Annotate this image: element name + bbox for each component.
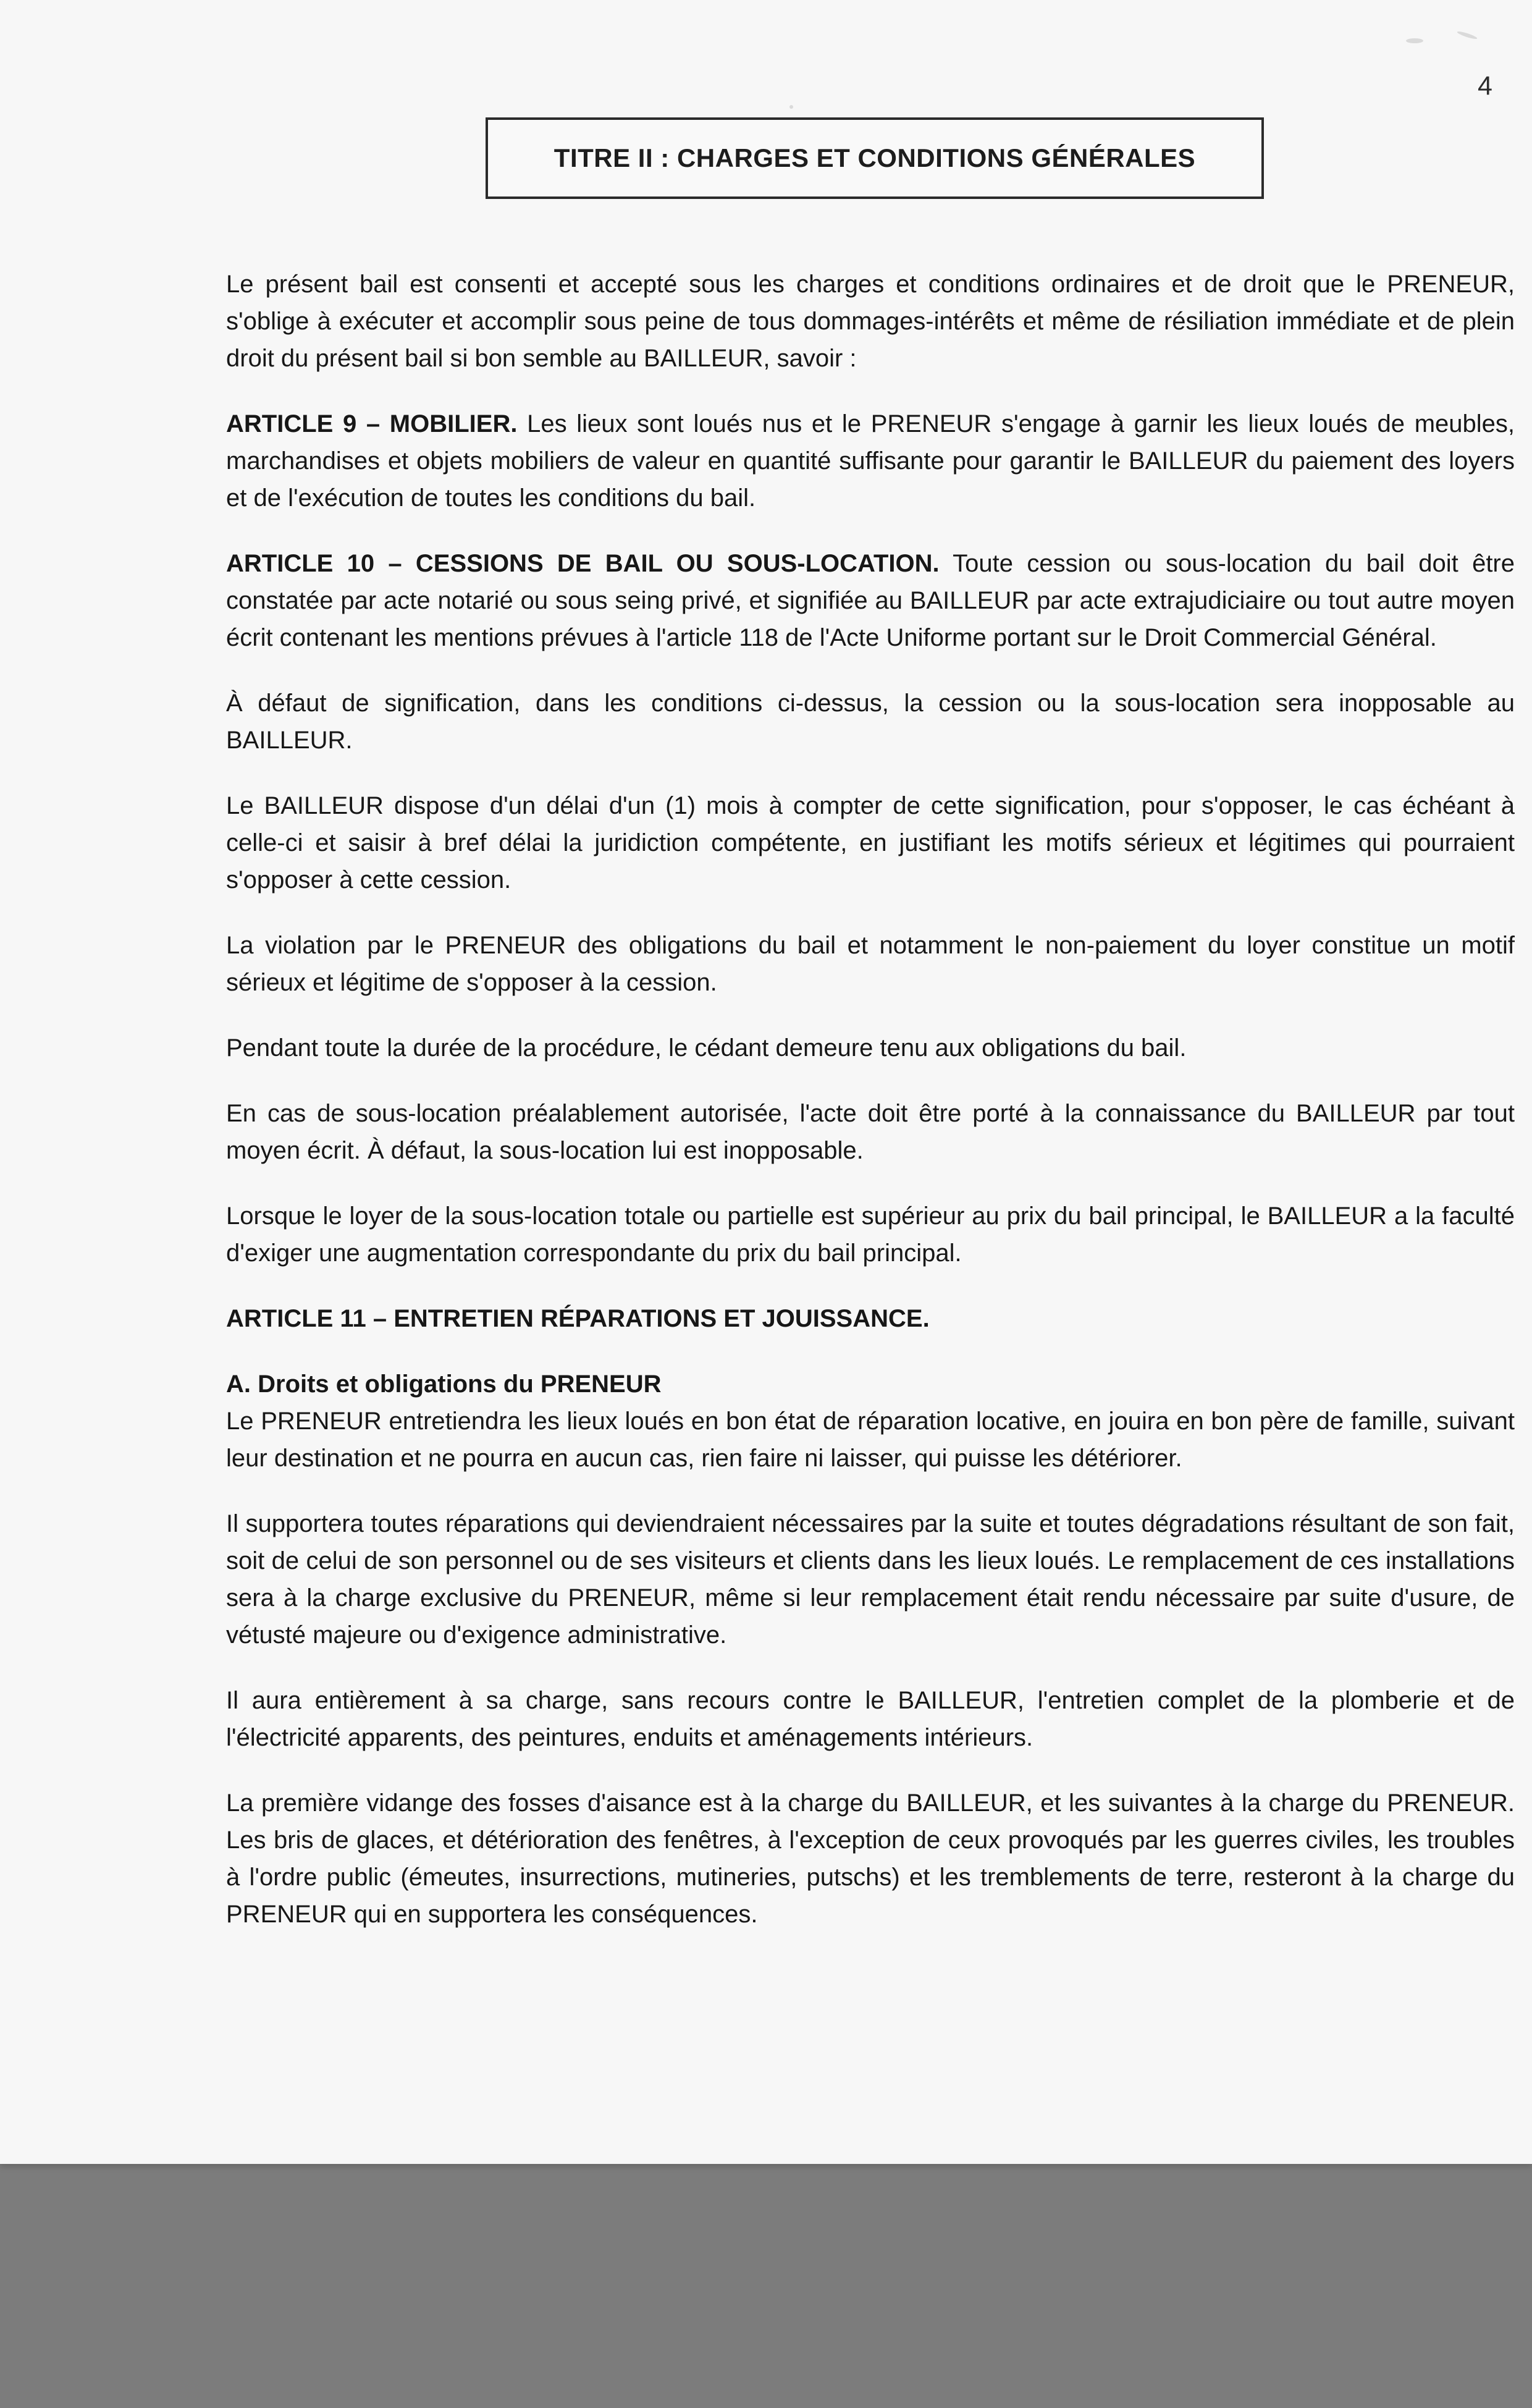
section-a-heading: A. Droits et obligations du PRENEUR	[226, 1371, 662, 1398]
entretien-paragraph: Le PRENEUR entretiendra les lieux loués en bon état de réparation locative, en jouira en bon père de famille, suivant leur destination et ne pourra en aucun cas, rien faire ni laisser, qui puisse les détériorer.	[226, 1408, 1515, 1472]
article-11-title: ARTICLE 11 – ENTRETIEN RÉPARATIONS ET JOUISSANCE.	[226, 1305, 930, 1332]
page-title: TITRE II : CHARGES ET CONDITIONS GÉNÉRALES	[553, 143, 1196, 172]
page-number: 4	[1478, 71, 1492, 101]
article-10-title: ARTICLE 10 – CESSIONS DE BAIL OU SOUS-LOCATION.	[226, 550, 940, 577]
defaut-paragraph: À défaut de signification, dans les conditions ci-dessus, la cession ou la sous-location sera inopposable au BAILLEUR.	[226, 690, 1515, 754]
article-9-title: ARTICLE 9 – MOBILIER.	[226, 410, 518, 437]
article-10-text: Toute cession ou sous-location du bail doit être constatée par acte notarié ou sous seing privé, et signifiée au BAILLEUR par acte extrajudiciaire ou tout autre moyen écrit contenant les mentions prévues à l'article 118 de l'Acte Uniforme portant sur le Droit Commercial Général.	[226, 550, 1515, 651]
document-body	[226, 266, 1515, 1933]
violation-paragraph: La violation par le PRENEUR des obligations du bail et notamment le non-paiement du loyer constitue un motif sérieux et légitime de s'opposer à la cession.	[226, 932, 1515, 996]
vidange-paragraph: La première vidange des fosses d'aisance est à la charge du BAILLEUR, et les suivantes à la charge du PRENEUR. Les bris de glaces, et détérioration des fenêtres, à l'exception de ceux provoqués par les guerres civiles, les troubles à l'ordre public (émeutes, insurrections, mutineries, putschs) et les tremblements de terre, resteront à la charge du PRENEUR qui en supportera les conséquences.	[226, 1789, 1515, 1928]
intro-paragraph: Le présent bail est consenti et accepté sous les charges et conditions ordinaires et de droit que le PRENEUR, s'oblige à exécuter et accomplir sous peine de tous dommages-intérêts et même de résiliation immédiate et de plein droit du présent bail si bon semble au BAILLEUR, savoir :	[226, 271, 1515, 372]
article-9-paragraph	[226, 405, 1515, 517]
title-box	[486, 117, 1264, 199]
scan-mark	[1406, 38, 1423, 43]
procedure-paragraph: Pendant toute la durée de la procédure, le cédant demeure tenu aux obligations du bail.	[226, 1034, 1187, 1062]
scan-mark	[789, 105, 793, 109]
reparations-paragraph: Il supportera toutes réparations qui deviendraient nécessaires par la suite et toutes dégradations résultant de son fait, soit de celui de son personnel ou de ses visiteurs et clients dans les lieux loués. Le remplacement de ces installations sera à la charge exclusive du PRENEUR, même si leur remplacement était rendu nécessaire par suite d'usure, de vétusté majeure ou d'exigence administrative.	[226, 1510, 1515, 1649]
sous-location-paragraph: En cas de sous-location préalablement autorisée, l'acte doit être porté à la connaissance du BAILLEUR par tout moyen écrit. À défaut, la sous-location lui est inopposable.	[226, 1100, 1515, 1164]
article-9-text: Les lieux sont loués nus et le PRENEUR s'engage à garnir les lieux loués de meubles, marchandises et objets mobiliers de valeur en quantité suffisante pour garantir le BAILLEUR du paiement des loyers et de l'exécution de toutes les conditions du bail.	[226, 410, 1515, 512]
scan-mark	[1457, 30, 1478, 40]
article-10-paragraph	[226, 545, 1515, 656]
charge-paragraph: Il aura entièrement à sa charge, sans recours contre le BAILLEUR, l'entretien complet de la plomberie et de l'électricité apparents, des peintures, enduits et aménagements intérieurs.	[226, 1687, 1515, 1751]
delai-paragraph: Le BAILLEUR dispose d'un délai d'un (1) mois à compter de cette signification, pour s'opposer, le cas échéant à celle-ci et saisir à bref délai la juridiction compétente, en justifiant les motifs sérieux et légitimes qui pourraient s'opposer à cette cession.	[226, 792, 1515, 893]
loyer-paragraph: Lorsque le loyer de la sous-location totale ou partielle est supérieur au prix du bail principal, le BAILLEUR a la faculté d'exiger une augmentation correspondante du prix du bail principal.	[226, 1202, 1515, 1267]
